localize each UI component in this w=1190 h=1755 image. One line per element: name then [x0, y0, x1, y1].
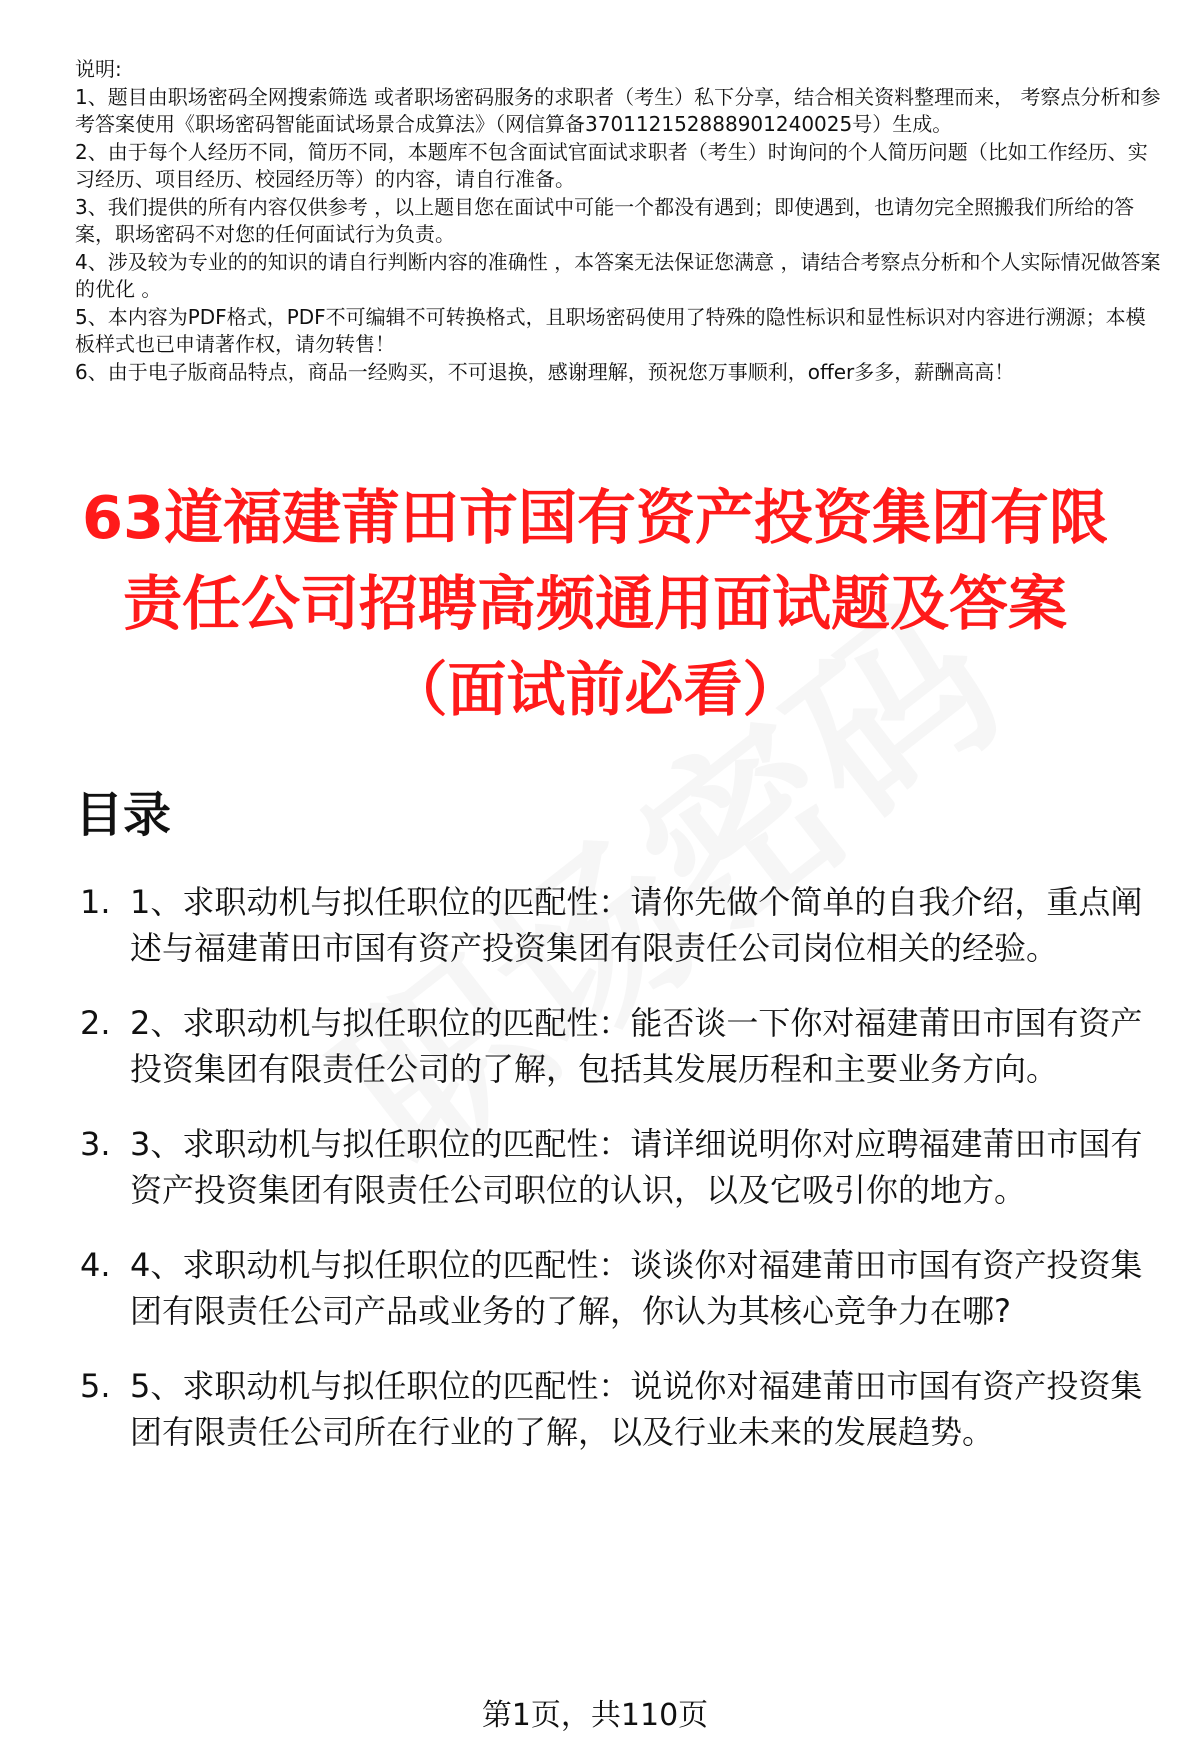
toc-heading: 目录	[75, 787, 172, 843]
toc-item[interactable]	[75, 1364, 1170, 1455]
toc-item[interactable]	[75, 880, 1170, 971]
note-item: 4、涉及较为专业的的知识的请自行判断内容的准确性 ，本答案无法保证您满意 ，请结合考察点分析和个人实际情况做答案的优化 。	[75, 249, 1161, 301]
disclaimer-notes	[75, 56, 1165, 386]
toc-item-number: 4.	[80, 1246, 111, 1284]
notes-heading: 说明:	[75, 57, 122, 81]
toc-item[interactable]	[75, 1122, 1170, 1213]
document-title: 63道福建莆田市国有资产投资集团有限责任公司招聘高频通用面试题及答案（面试前必看）	[81, 483, 1109, 724]
toc-item-number: 3.	[80, 1125, 111, 1163]
note-item: 2、由于每个人经历不同，简历不同，本题库不包含面试官面试求职者（考生）时询问的个人简历问题（比如工作经历、实习经历、项目经历、校园经历等）的内容，请自行准备。	[75, 139, 1148, 191]
toc-item[interactable]	[75, 1243, 1170, 1334]
note-item: 5、本内容为PDF格式，PDF不可编辑不可转换格式，且职场密码使用了特殊的隐性标识和显性标识对内容进行溯源；本模板样式也已申请著作权，请勿转售！	[75, 304, 1146, 356]
toc-item-text[interactable]: 1、求职动机与拟任职位的匹配性：请你先做个简单的自我介绍，重点阐述与福建莆田市国有资产投资集团有限责任公司岗位相关的经验。	[130, 883, 1143, 967]
note-item: 6、由于电子版商品特点，商品一经购买，不可退换，感谢理解，预祝您万事顺利，offer多多，薪酬高高！	[75, 359, 1015, 384]
toc-item-number: 2.	[80, 1004, 111, 1042]
note-item: 1、题目由职场密码全网搜索筛选 或者职场密码服务的求职者（考生）私下分享，结合相关资料整理而来， 考察点分析和参考答案使用《职场密码智能面试场景合成算法》（网信算备370112152888901240025号）生成。	[75, 84, 1161, 136]
toc-item-number: 1.	[80, 883, 111, 921]
toc-item-text[interactable]: 3、求职动机与拟任职位的匹配性：请详细说明你对应聘福建莆田市国有资产投资集团有限责任公司职位的认识，以及它吸引你的地方。	[130, 1125, 1143, 1209]
toc-item-text[interactable]: 5、求职动机与拟任职位的匹配性：说说你对福建莆田市国有资产投资集团有限责任公司所在行业的了解，以及行业未来的发展趋势。	[130, 1367, 1143, 1451]
toc-item-number: 5.	[80, 1367, 111, 1405]
note-item: 3、我们提供的所有内容仅供参考 ，以上题目您在面试中可能一个都没有遇到；即使遇到，也请勿完全照搬我们所给的答案，职场密码不对您的任何面试行为负责。	[75, 194, 1135, 246]
toc-item[interactable]	[75, 1001, 1170, 1092]
page-footer: 第1页，共110页	[481, 1698, 709, 1733]
toc-list	[75, 880, 1170, 1485]
toc-item-text[interactable]: 2、求职动机与拟任职位的匹配性：能否谈一下你对福建莆田市国有资产投资集团有限责任公司的了解，包括其发展历程和主要业务方向。	[130, 1004, 1143, 1088]
toc-item-text[interactable]: 4、求职动机与拟任职位的匹配性：谈谈你对福建莆田市国有资产投资集团有限责任公司产品或业务的了解，你认为其核心竞争力在哪?	[130, 1246, 1143, 1330]
